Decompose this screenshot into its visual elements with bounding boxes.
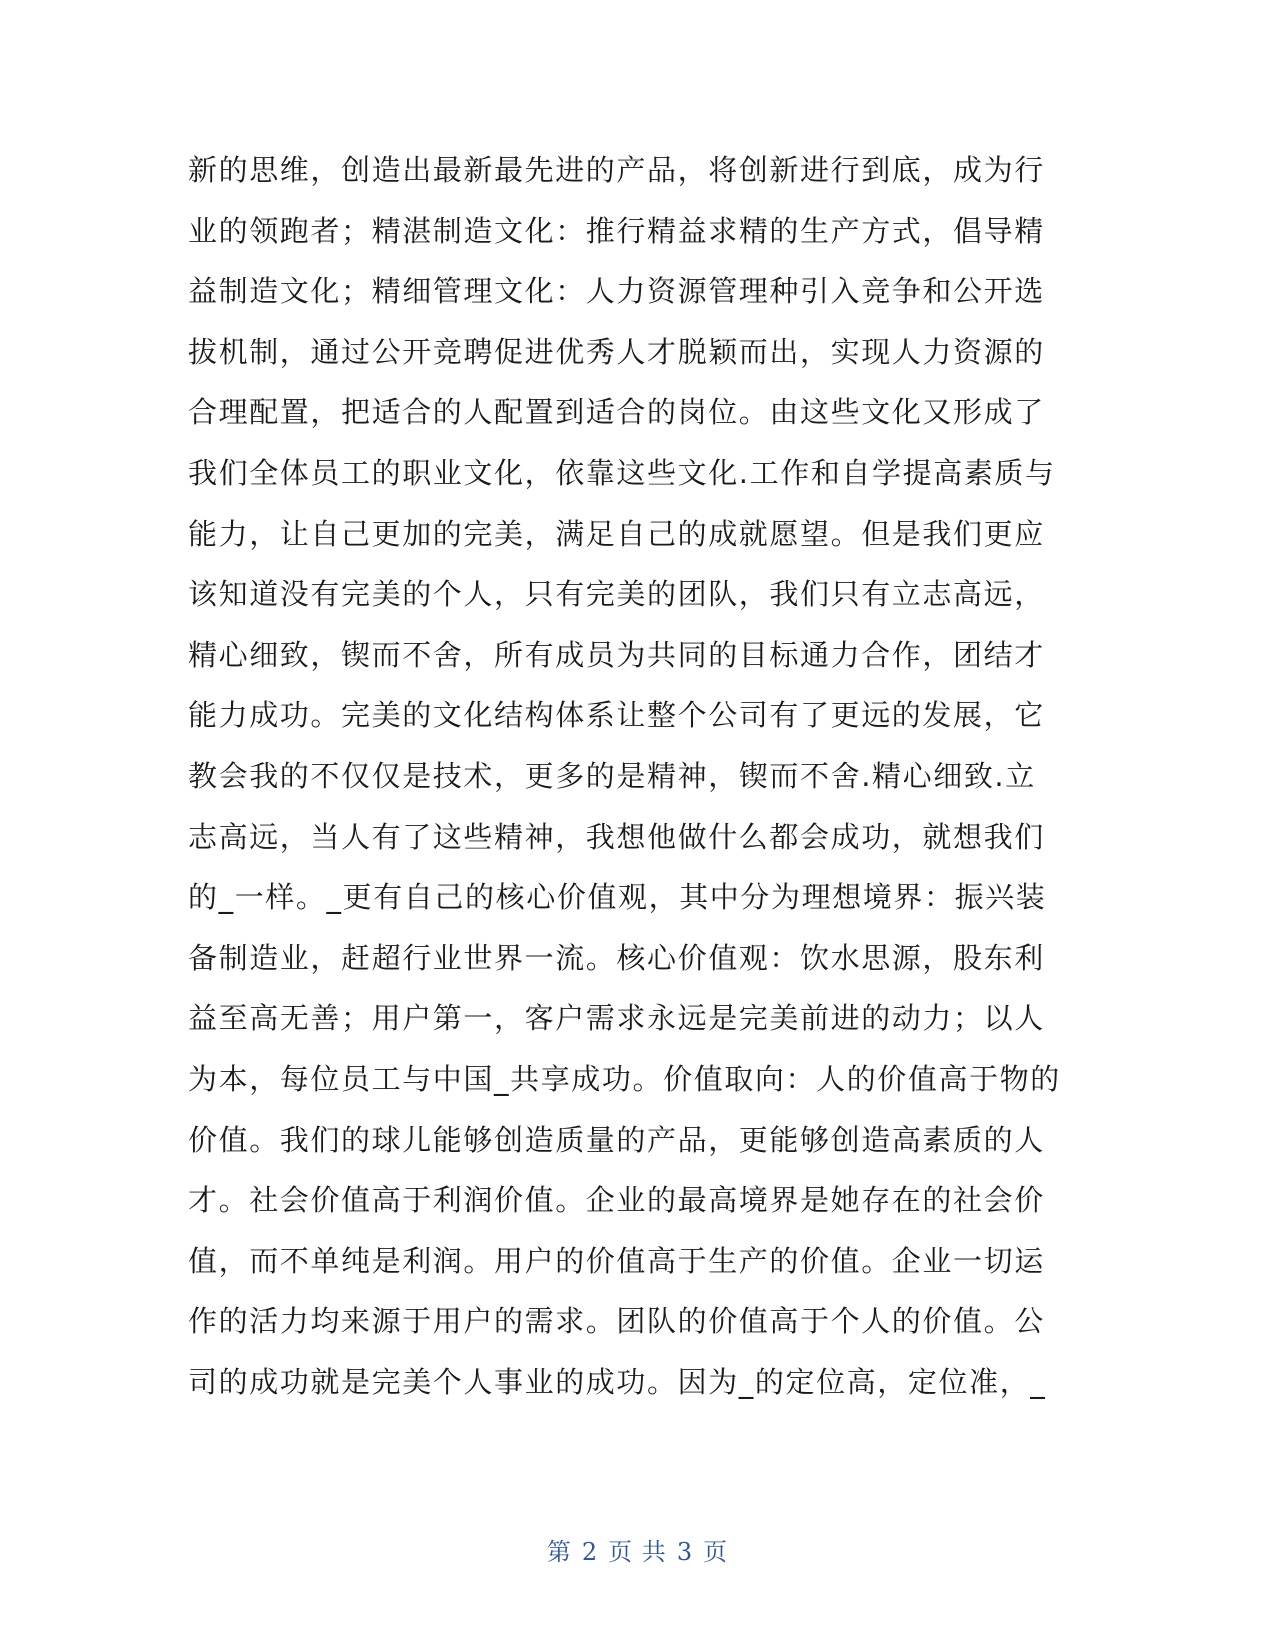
text-line: 志高远，当人有了这些精神，我想他做什么都会成功，就想我们 (188, 819, 1045, 854)
text-line: 司的成功就是完美个人事业的成功。因为_的定位高，定位准，_ (188, 1364, 1047, 1399)
text-line: 新的思维，创造出最新最先进的产品，将创新进行到底，成为行 (188, 153, 1045, 187)
text-line: 的_一样。_更有自己的核心价值观，其中分为理想境界：振兴装 (188, 880, 1047, 915)
footer-middle: 页 共 (608, 1538, 667, 1566)
text-line: 该知道没有完美的个人，只有完美的团队，我们只有立志高远， (188, 577, 1045, 612)
text-line: 拔机制，通过公开竞聘促进优秀人才脱颖而出，实现人力资源的 (188, 334, 1045, 369)
text-line: 价值。我们的球儿能够创造质量的产品，更能够创造高素质的人 (188, 1122, 1045, 1157)
text-line: 业的领跑者；精湛制造文化：推行精益求精的生产方式，倡导精 (188, 213, 1045, 248)
text-line: 精心细致，锲而不舍，所有成员为共同的目标通力合作，团结才 (188, 637, 1045, 672)
text-line: 为本，每位员工与中国_共享成功。价值取向：人的价值高于物的 (188, 1061, 1061, 1096)
text-line: 备制造业，赶超行业世界一流。核心价值观：饮水思源，股东利 (188, 940, 1045, 975)
text-line: 作的活力均来源于用户的需求。团队的价值高于个人的价值。公 (188, 1304, 1045, 1339)
body-text (188, 140, 1068, 1412)
text-line: 值，而不单纯是利润。用户的价值高于生产的价值。企业一切运 (188, 1243, 1045, 1278)
text-line: 才。社会价值高于利润价值。企业的最高境界是她存在的社会价 (188, 1183, 1045, 1218)
text-line: 教会我的不仅仅是技术，更多的是精神，锲而不舍.精心细致.立 (188, 758, 1036, 793)
text-line: 益制造文化；精细管理文化：人力资源管理种引入竞争和公开选 (188, 274, 1045, 309)
text-line: 合理配置，把适合的人配置到适合的岗位。由这些文化又形成了 (188, 395, 1045, 430)
page-footer (0, 1532, 1275, 1567)
footer-suffix: 页 (703, 1538, 729, 1566)
text-line: 益至高无善；用户第一，客户需求永远是完美前进的动力；以人 (188, 1001, 1045, 1036)
text-line: 能力成功。完美的文化结构体系让整个公司有了更远的发展，它 (188, 698, 1045, 733)
text-line: 我们全体员工的职业文化，依靠这些文化.工作和自学提高素质与 (188, 455, 1056, 490)
total-pages-number: 3 (676, 1538, 694, 1566)
footer-prefix: 第 (546, 1538, 572, 1566)
text-line: 能力，让自己更加的完美，满足自己的成就愿望。但是我们更应 (188, 516, 1045, 551)
current-page-number: 2 (581, 1538, 599, 1566)
